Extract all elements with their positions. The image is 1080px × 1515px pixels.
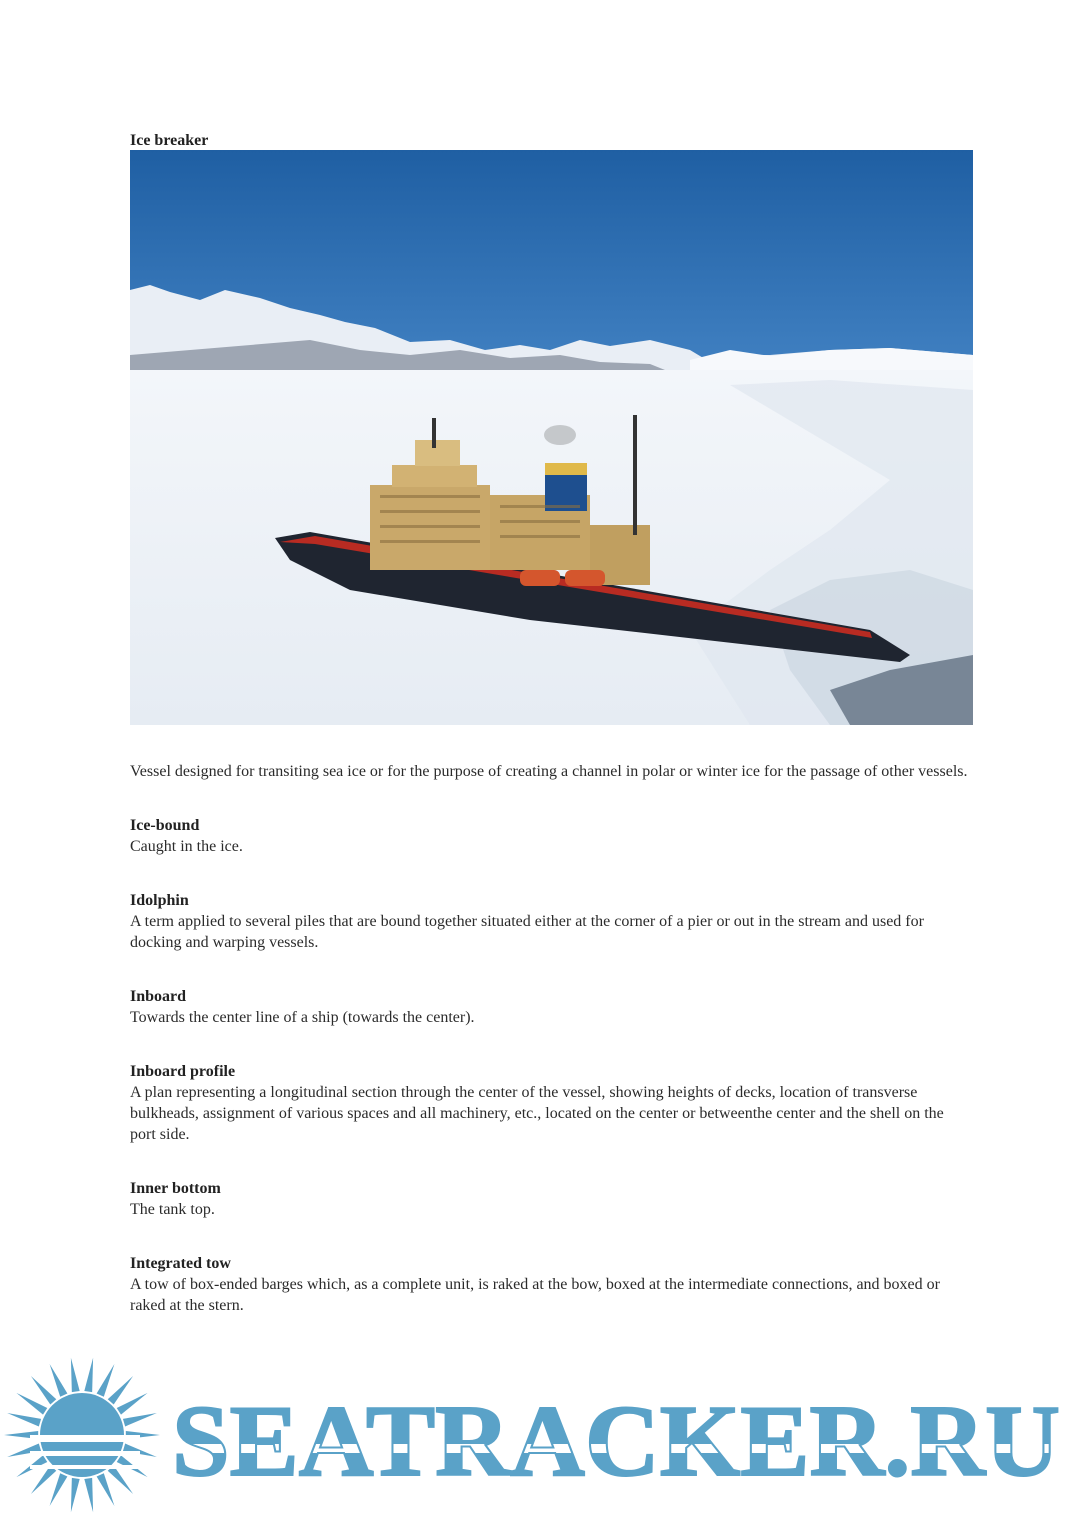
entry-term: Inboard: [130, 988, 187, 1005]
sun-ray: [108, 1376, 133, 1404]
entry-definition: A term applied to several piles that are bound together situated either at the corner of a pier or out in the stream and used for docking and warping vessels.: [130, 913, 924, 951]
entry-definition: A plan representing a longitudinal section through the center of the vessel, showing heights of decks, location of transverse bulkheads, assignment of various spaces and all machinery, etc., located on the center or betweenthe center and the shell on the port side.: [130, 1084, 944, 1143]
sun-ray: [84, 1478, 93, 1512]
sun-logo-icon: [4, 1358, 160, 1512]
icebreaker-photo: [130, 150, 973, 725]
entry-title-ice-breaker: Ice breaker: [130, 132, 209, 149]
sun-ray: [97, 1473, 115, 1506]
ice-breaker-definition: Vessel designed for transiting sea ice or for the purpose of creating a channel in polar or winter ice for the passage of other vessels.: [130, 763, 968, 780]
entry-term: Inner bottom: [130, 1180, 221, 1197]
entry-definition: The tank top.: [130, 1201, 215, 1218]
sun-ray: [117, 1393, 148, 1415]
sun-ray: [50, 1473, 68, 1506]
sun-ray: [50, 1364, 68, 1397]
sun-ray: [71, 1358, 80, 1392]
sun-ray: [7, 1413, 41, 1426]
glossary-entry-inboard-profile: [130, 1062, 973, 1145]
sun-ray: [31, 1376, 56, 1404]
document-page: [130, 130, 973, 1316]
sun-ray: [123, 1413, 157, 1426]
entry-definition: Caught in the ice.: [130, 838, 243, 855]
sun-ray: [108, 1466, 133, 1494]
sun-ray: [71, 1478, 80, 1512]
entry-term: Ice-bound: [130, 817, 200, 834]
entry-definition: Towards the center line of a ship (towards the center).: [130, 1009, 475, 1026]
sun-ray: [31, 1466, 56, 1494]
glossary-entry-inner-bottom: [130, 1179, 973, 1220]
entry-term: Integrated tow: [130, 1255, 231, 1272]
sun-ray: [84, 1358, 93, 1392]
glossary-entry-ice-bound: [130, 816, 973, 857]
entry-term: Idolphin: [130, 892, 189, 909]
glossary-entry-idolphin: [130, 891, 973, 953]
entry-term: Inboard profile: [130, 1063, 236, 1080]
watermark-text: SEATRACKER.RU: [172, 1385, 1060, 1498]
entry-definition: A tow of box-ended barges which, as a complete unit, is raked at the bow, boxed at the intermediate connections, and boxed or raked at the stern.: [130, 1276, 940, 1314]
sun-ray: [97, 1364, 115, 1397]
glossary-entry-integrated-tow: [130, 1254, 973, 1316]
seatracker-watermark: [0, 1355, 1080, 1515]
glossary-entry-inboard: [130, 987, 973, 1028]
sun-ray: [16, 1393, 47, 1415]
